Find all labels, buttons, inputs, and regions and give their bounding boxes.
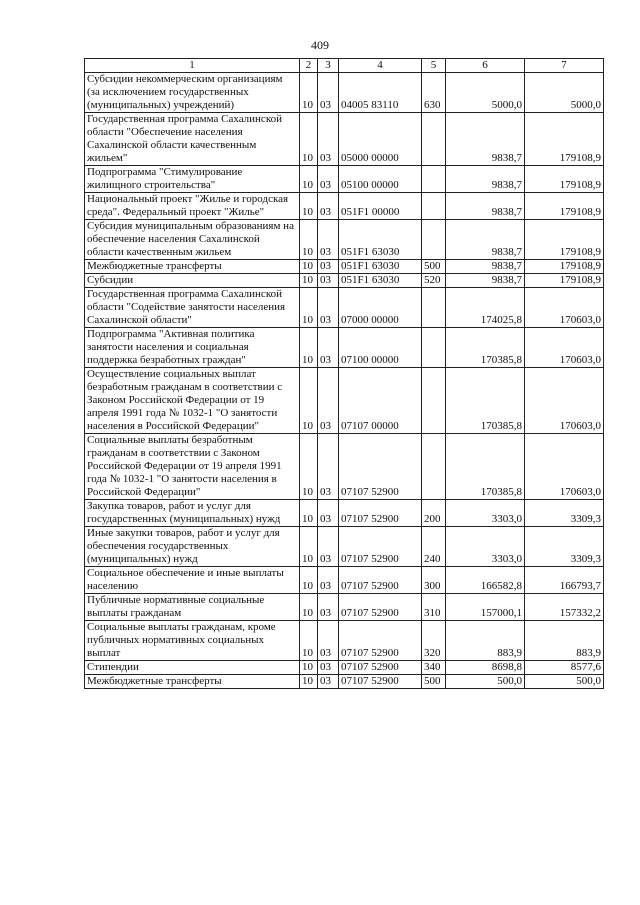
table-row (85, 288, 604, 328)
table-row (85, 567, 604, 594)
row-name: Субсидия муниципальным образованиям на обеспечение населения Сахалинской области качественным жильем (85, 220, 300, 260)
amount-year-1: 9838,7 (446, 193, 525, 220)
amount-year-2: 170603,0 (525, 328, 604, 368)
budget-table (84, 58, 604, 689)
subsection-code: 03 (318, 73, 339, 113)
row-name: Социальное обеспечение и иные выплаты населению (85, 567, 300, 594)
target-article-code: 051F1 00000 (339, 193, 422, 220)
subsection-code: 03 (318, 567, 339, 594)
row-name: Социальные выплаты гражданам, кроме публичных нормативных социальных выплат (85, 621, 300, 661)
amount-year-1: 157000,1 (446, 594, 525, 621)
section-code: 10 (300, 166, 318, 193)
amount-year-1: 9838,7 (446, 113, 525, 166)
expense-type-code: 500 (422, 675, 446, 689)
amount-year-2: 179108,9 (525, 193, 604, 220)
header-cell: 5 (422, 59, 446, 73)
target-article-code: 051F1 63030 (339, 220, 422, 260)
amount-year-1: 3303,0 (446, 527, 525, 567)
table-row (85, 621, 604, 661)
subsection-code: 03 (318, 288, 339, 328)
subsection-code: 03 (318, 220, 339, 260)
subsection-code: 03 (318, 527, 339, 567)
table-row (85, 675, 604, 689)
table-row (85, 260, 604, 274)
row-name: Подпрограмма "Активная политика занятости населения и социальная поддержка безработных граждан" (85, 328, 300, 368)
amount-year-1: 174025,8 (446, 288, 525, 328)
subsection-code: 03 (318, 328, 339, 368)
header-cell: 2 (300, 59, 318, 73)
expense-type-code (422, 166, 446, 193)
table-row (85, 220, 604, 260)
amount-year-2: 3309,3 (525, 500, 604, 527)
row-name: Закупка товаров, работ и услуг для государственных (муниципальных) нужд (85, 500, 300, 527)
table-row (85, 113, 604, 166)
amount-year-2: 166793,7 (525, 567, 604, 594)
subsection-code: 03 (318, 113, 339, 166)
section-code: 10 (300, 594, 318, 621)
section-code: 10 (300, 434, 318, 500)
amount-year-1: 9838,7 (446, 220, 525, 260)
target-article-code: 07107 52900 (339, 675, 422, 689)
amount-year-2: 500,0 (525, 675, 604, 689)
table-row (85, 527, 604, 567)
subsection-code: 03 (318, 166, 339, 193)
row-name: Межбюджетные трансферты (85, 260, 300, 274)
amount-year-1: 166582,8 (446, 567, 525, 594)
table-row (85, 368, 604, 434)
header-cell: 7 (525, 59, 604, 73)
header-cell: 6 (446, 59, 525, 73)
target-article-code: 051F1 63030 (339, 260, 422, 274)
section-code: 10 (300, 527, 318, 567)
section-code: 10 (300, 220, 318, 260)
table-row (85, 166, 604, 193)
table-row (85, 434, 604, 500)
row-name: Социальные выплаты безработным гражданам в соответствии с Законом Российской Федерации от 19 апреля 1991 года № 1032-1 "О занятости населения в Российской Федерации" (85, 434, 300, 500)
expense-type-code (422, 434, 446, 500)
expense-type-code: 340 (422, 661, 446, 675)
amount-year-1: 9838,7 (446, 260, 525, 274)
section-code: 10 (300, 368, 318, 434)
amount-year-1: 9838,7 (446, 274, 525, 288)
amount-year-2: 5000,0 (525, 73, 604, 113)
row-name: Субсидии (85, 274, 300, 288)
amount-year-2: 3309,3 (525, 527, 604, 567)
amount-year-2: 170603,0 (525, 368, 604, 434)
expense-type-code: 320 (422, 621, 446, 661)
amount-year-1: 170385,8 (446, 328, 525, 368)
expense-type-code: 630 (422, 73, 446, 113)
target-article-code: 07107 52900 (339, 594, 422, 621)
header-cell: 4 (339, 59, 422, 73)
row-name: Осуществление социальных выплат безработным гражданам в соответствии с Законом Российской Федерации от 19 апреля 1991 года № 1032-1 "О занятости населения в Российской Федерации" (85, 368, 300, 434)
amount-year-1: 8698,8 (446, 661, 525, 675)
amount-year-1: 170385,8 (446, 368, 525, 434)
amount-year-2: 179108,9 (525, 220, 604, 260)
target-article-code: 05100 00000 (339, 166, 422, 193)
amount-year-2: 8577,6 (525, 661, 604, 675)
section-code: 10 (300, 260, 318, 274)
target-article-code: 07107 52900 (339, 527, 422, 567)
row-name: Иные закупки товаров, работ и услуг для обеспечения государственных (муниципальных) нужд (85, 527, 300, 567)
subsection-code: 03 (318, 368, 339, 434)
section-code: 10 (300, 661, 318, 675)
section-code: 10 (300, 274, 318, 288)
target-article-code: 04005 83110 (339, 73, 422, 113)
section-code: 10 (300, 193, 318, 220)
subsection-code: 03 (318, 661, 339, 675)
expense-type-code (422, 368, 446, 434)
amount-year-2: 179108,9 (525, 274, 604, 288)
amount-year-2: 883,9 (525, 621, 604, 661)
subsection-code: 03 (318, 675, 339, 689)
target-article-code: 051F1 63030 (339, 274, 422, 288)
expense-type-code: 520 (422, 274, 446, 288)
amount-year-2: 157332,2 (525, 594, 604, 621)
subsection-code: 03 (318, 621, 339, 661)
subsection-code: 03 (318, 274, 339, 288)
row-name: Подпрограмма "Стимулирование жилищного строительства" (85, 166, 300, 193)
expense-type-code: 300 (422, 567, 446, 594)
table-row (85, 661, 604, 675)
section-code: 10 (300, 675, 318, 689)
subsection-code: 03 (318, 594, 339, 621)
header-cell: 3 (318, 59, 339, 73)
header-cell: 1 (85, 59, 300, 73)
amount-year-1: 9838,7 (446, 166, 525, 193)
row-name: Государственная программа Сахалинской области "Содействие занятости населения Сахалинской области" (85, 288, 300, 328)
target-article-code: 07107 52900 (339, 621, 422, 661)
subsection-code: 03 (318, 500, 339, 527)
target-article-code: 07100 00000 (339, 328, 422, 368)
section-code: 10 (300, 567, 318, 594)
amount-year-1: 500,0 (446, 675, 525, 689)
table-row (85, 500, 604, 527)
expense-type-code: 500 (422, 260, 446, 274)
amount-year-2: 179108,9 (525, 260, 604, 274)
row-name: Стипендии (85, 661, 300, 675)
table-row (85, 594, 604, 621)
table-row (85, 73, 604, 113)
expense-type-code (422, 193, 446, 220)
amount-year-2: 179108,9 (525, 166, 604, 193)
expense-type-code (422, 328, 446, 368)
amount-year-2: 170603,0 (525, 434, 604, 500)
subsection-code: 03 (318, 193, 339, 220)
expense-type-code: 240 (422, 527, 446, 567)
subsection-code: 03 (318, 260, 339, 274)
row-name: Публичные нормативные социальные выплаты гражданам (85, 594, 300, 621)
section-code: 10 (300, 621, 318, 661)
section-code: 10 (300, 73, 318, 113)
table-row (85, 328, 604, 368)
row-name: Субсидии некоммерческим организациям (за исключением государственных (муниципальных) учреждений) (85, 73, 300, 113)
section-code: 10 (300, 328, 318, 368)
row-name: Межбюджетные трансферты (85, 675, 300, 689)
header-row (85, 59, 604, 73)
target-article-code: 07000 00000 (339, 288, 422, 328)
expense-type-code: 200 (422, 500, 446, 527)
expense-type-code: 310 (422, 594, 446, 621)
target-article-code: 07107 52900 (339, 567, 422, 594)
amount-year-2: 179108,9 (525, 113, 604, 166)
amount-year-1: 883,9 (446, 621, 525, 661)
target-article-code: 05000 00000 (339, 113, 422, 166)
expense-type-code (422, 288, 446, 328)
amount-year-2: 170603,0 (525, 288, 604, 328)
amount-year-1: 170385,8 (446, 434, 525, 500)
amount-year-1: 3303,0 (446, 500, 525, 527)
subsection-code: 03 (318, 434, 339, 500)
target-article-code: 07107 00000 (339, 368, 422, 434)
section-code: 10 (300, 288, 318, 328)
target-article-code: 07107 52900 (339, 661, 422, 675)
row-name: Национальный проект "Жилье и городская среда". Федеральный проект "Жилье" (85, 193, 300, 220)
target-article-code: 07107 52900 (339, 434, 422, 500)
table-row (85, 274, 604, 288)
section-code: 10 (300, 500, 318, 527)
amount-year-1: 5000,0 (446, 73, 525, 113)
expense-type-code (422, 220, 446, 260)
expense-type-code (422, 113, 446, 166)
page-number: 409 (311, 38, 329, 52)
section-code: 10 (300, 113, 318, 166)
target-article-code: 07107 52900 (339, 500, 422, 527)
table-row (85, 193, 604, 220)
row-name: Государственная программа Сахалинской области "Обеспечение населения Сахалинской области качественным жильем" (85, 113, 300, 166)
